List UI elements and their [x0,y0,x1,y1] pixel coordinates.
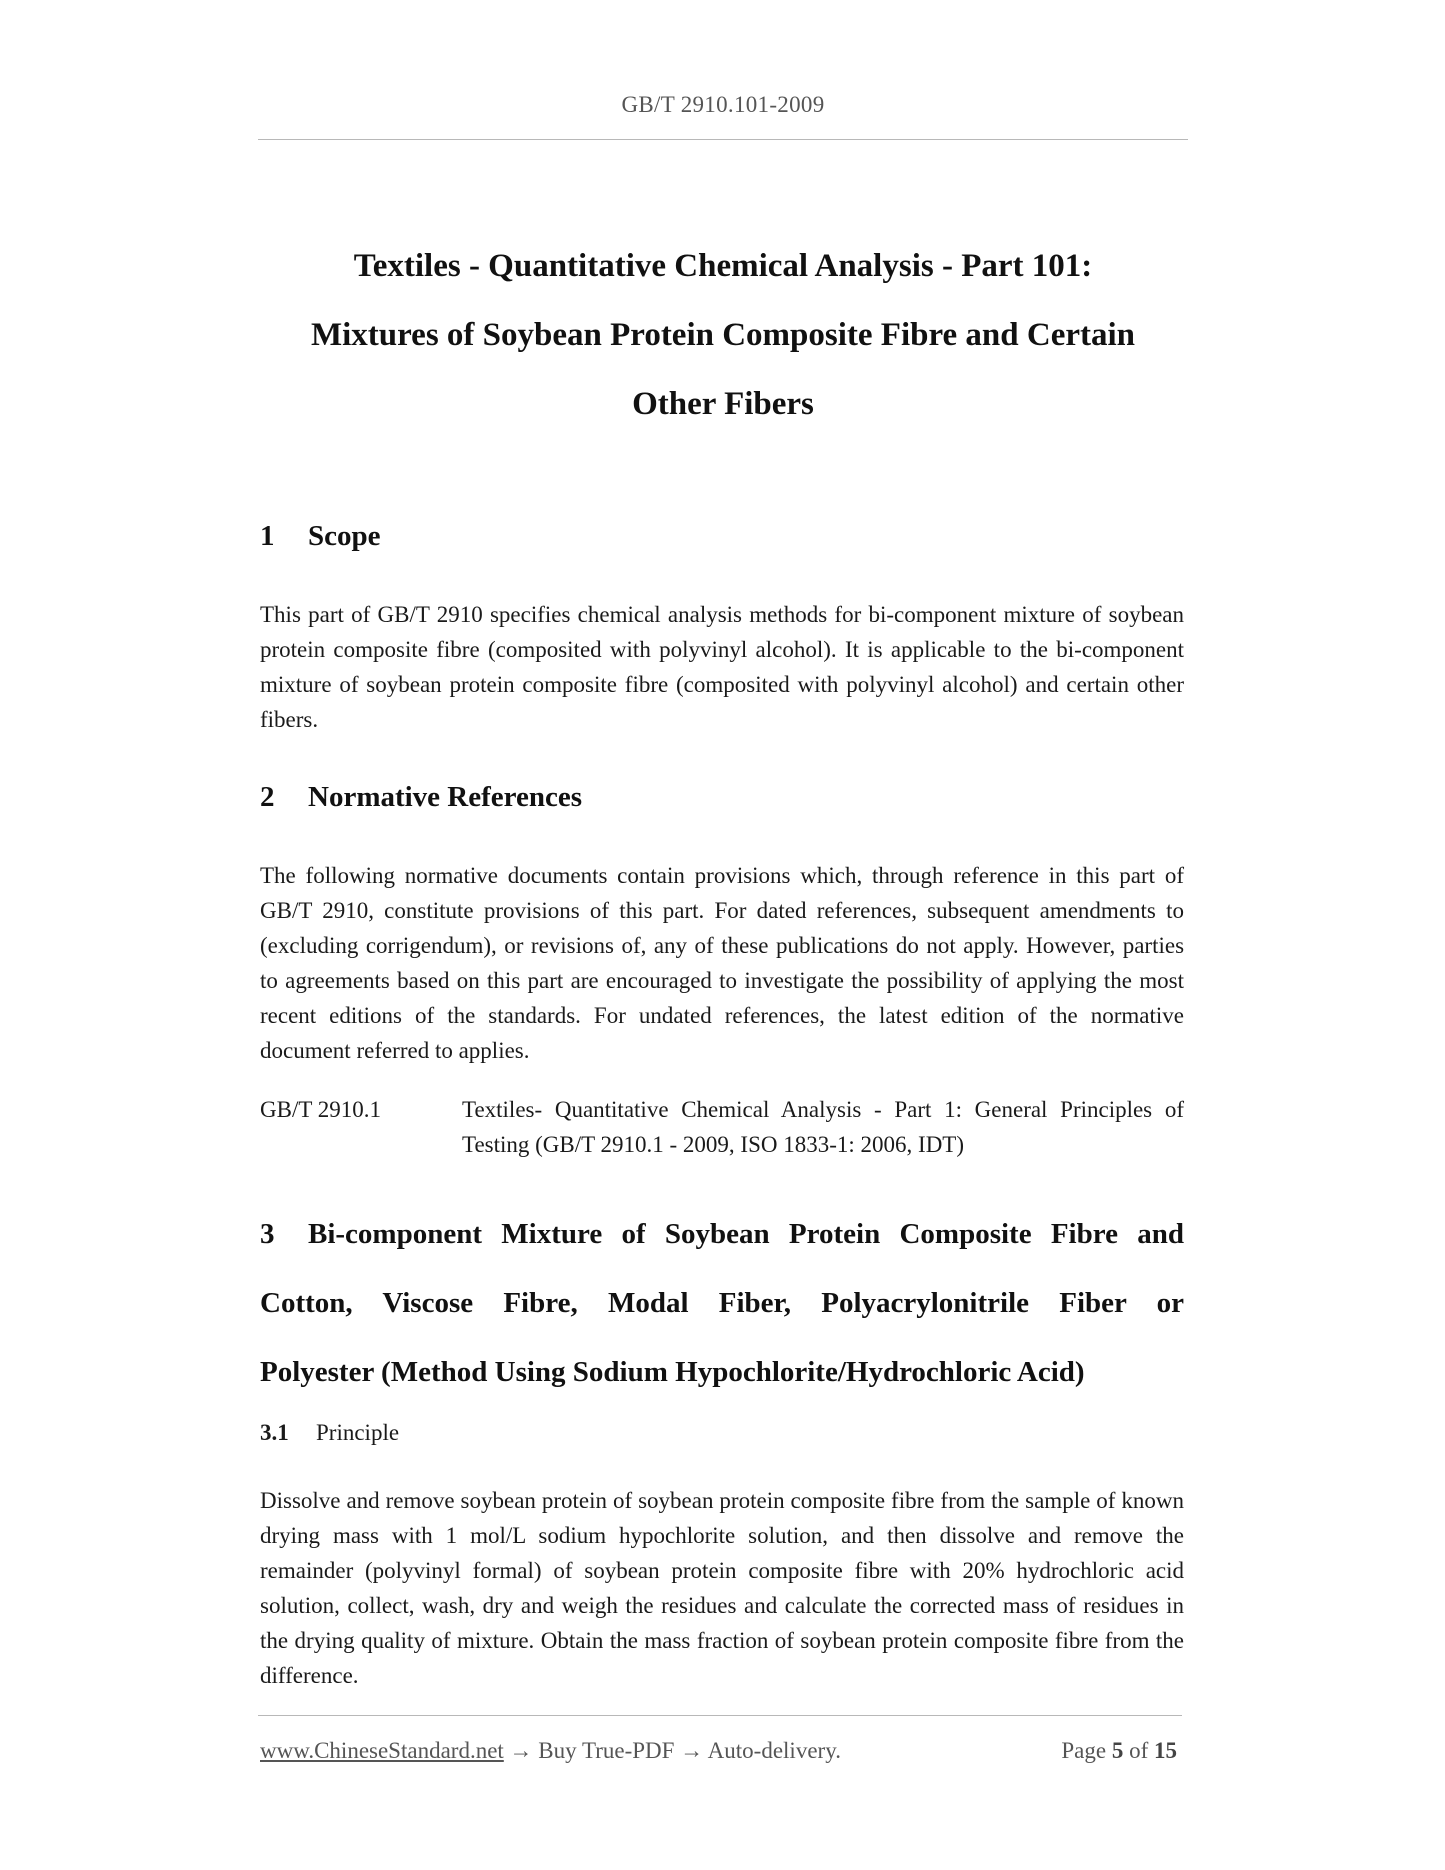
arrow-right-icon: → [509,1738,533,1763]
text-line: the remainder (polyvinyl formal) of soybean protein composite fibre with 20% hydrochloric [260,1523,1185,1583]
running-header: GB/T 2910.101-2009 [621,92,825,117]
text-line: soybean protein composite fibre (composited with polyvinyl alcohol). It is applicable to the [260,602,1185,662]
footer-divider [258,1715,1182,1716]
subsection-title: Principle [316,1420,400,1445]
text-line: The following normative documents contain provisions which, through reference in this part [260,863,1156,888]
title-line-3: Other Fibers [632,386,814,422]
text-line: known drying mass with 1 mol/L sodium hypochlorite solution, and then dissolve and remove [260,1488,1185,1548]
text-line: acid solution, collect, wash, dry and weigh the residues and calculate the corrected mass of [260,1558,1185,1618]
page-label: Page [1061,1738,1107,1763]
page-of: of [1129,1738,1149,1763]
section-3-heading [260,1200,1184,1407]
subsection-3-1-heading [260,1420,399,1446]
section-number: 1 [260,520,275,552]
title-line-2: Mixtures of Soybean Protein Composite Fibre and Certain [310,317,1136,353]
document-title [200,232,1246,439]
text-line: residues in the drying quality of mixture. Obtain the mass fraction of soybean protein [260,1593,1185,1653]
text-line: apply. However, parties to agreements based on this part are encouraged to investigate the [260,933,1185,993]
section-title: Normative References [308,781,583,813]
reference-code: GB/T 2910.1 [260,1097,381,1122]
footer-text: Buy True-PDF [538,1738,675,1763]
text-line: latest edition of the normative document referred to applies. [260,1003,1185,1063]
page-indicator [1061,1738,1177,1764]
section-title: Scope [308,520,381,552]
text-line: composite fibre from the difference. [260,1628,1185,1688]
section-1-heading [260,520,381,553]
section-number: 3 [260,1218,275,1250]
subsection-3-1-paragraph [260,1483,1184,1693]
arrow-right-icon: → [680,1738,704,1763]
text-line: possibility of applying the most recent editions of the standards. For undated references, the [260,968,1184,1028]
title-line-1: Textiles - Quantitative Chemical Analysis - Part 101: [353,248,1093,284]
text-line: of GB/T 2910, constitute provisions of this part. For dated references, subsequent [260,863,1184,923]
footer-promo [260,1738,841,1764]
section-2-heading [260,781,582,814]
reference-title [462,1092,1184,1162]
text-line: amendments to (excluding corrigendum), or revisions of, any of these publications do not [260,898,1184,958]
heading-line-3: Polyester (Method Using Sodium Hypochlorite/Hydrochloric Acid) [260,1356,1085,1388]
subsection-number: 3.1 [260,1420,289,1445]
website-link[interactable]: www.ChineseStandard.net [260,1738,504,1763]
section-2-paragraph [260,858,1184,1068]
header-divider [258,139,1188,140]
text-line: Testing (GB/T 2910.1 - 2009, ISO 1833-1: 2006, IDT) [462,1132,965,1157]
page-current: 5 [1111,1738,1124,1763]
section-number: 2 [260,781,275,813]
heading-line-1: 3 Bi-component Mixture of Soybean Protein Composite Fibre and [260,1200,1184,1269]
text-line: and certain other fibers. [260,672,1185,732]
page-total: 15 [1154,1738,1177,1763]
text-line: Dissolve and remove soybean protein of soybean protein composite fibre from the sample of [260,1488,1116,1513]
section-1-paragraph [260,597,1184,737]
heading-line-2: Cotton, Viscose Fibre, Modal Fiber, Polyacrylonitrile Fiber or [260,1287,1184,1319]
text-line: Textiles- Quantitative Chemical Analysis - Part 1: General Principles of [462,1097,1184,1122]
footer-text: Auto-delivery. [707,1738,841,1763]
text-line: bi-component mixture of soybean protein composite fibre (composited with polyvinyl alcohol) [260,637,1185,697]
text-line: This part of GB/T 2910 specifies chemical analysis methods for bi-component mixture of [260,602,1102,627]
